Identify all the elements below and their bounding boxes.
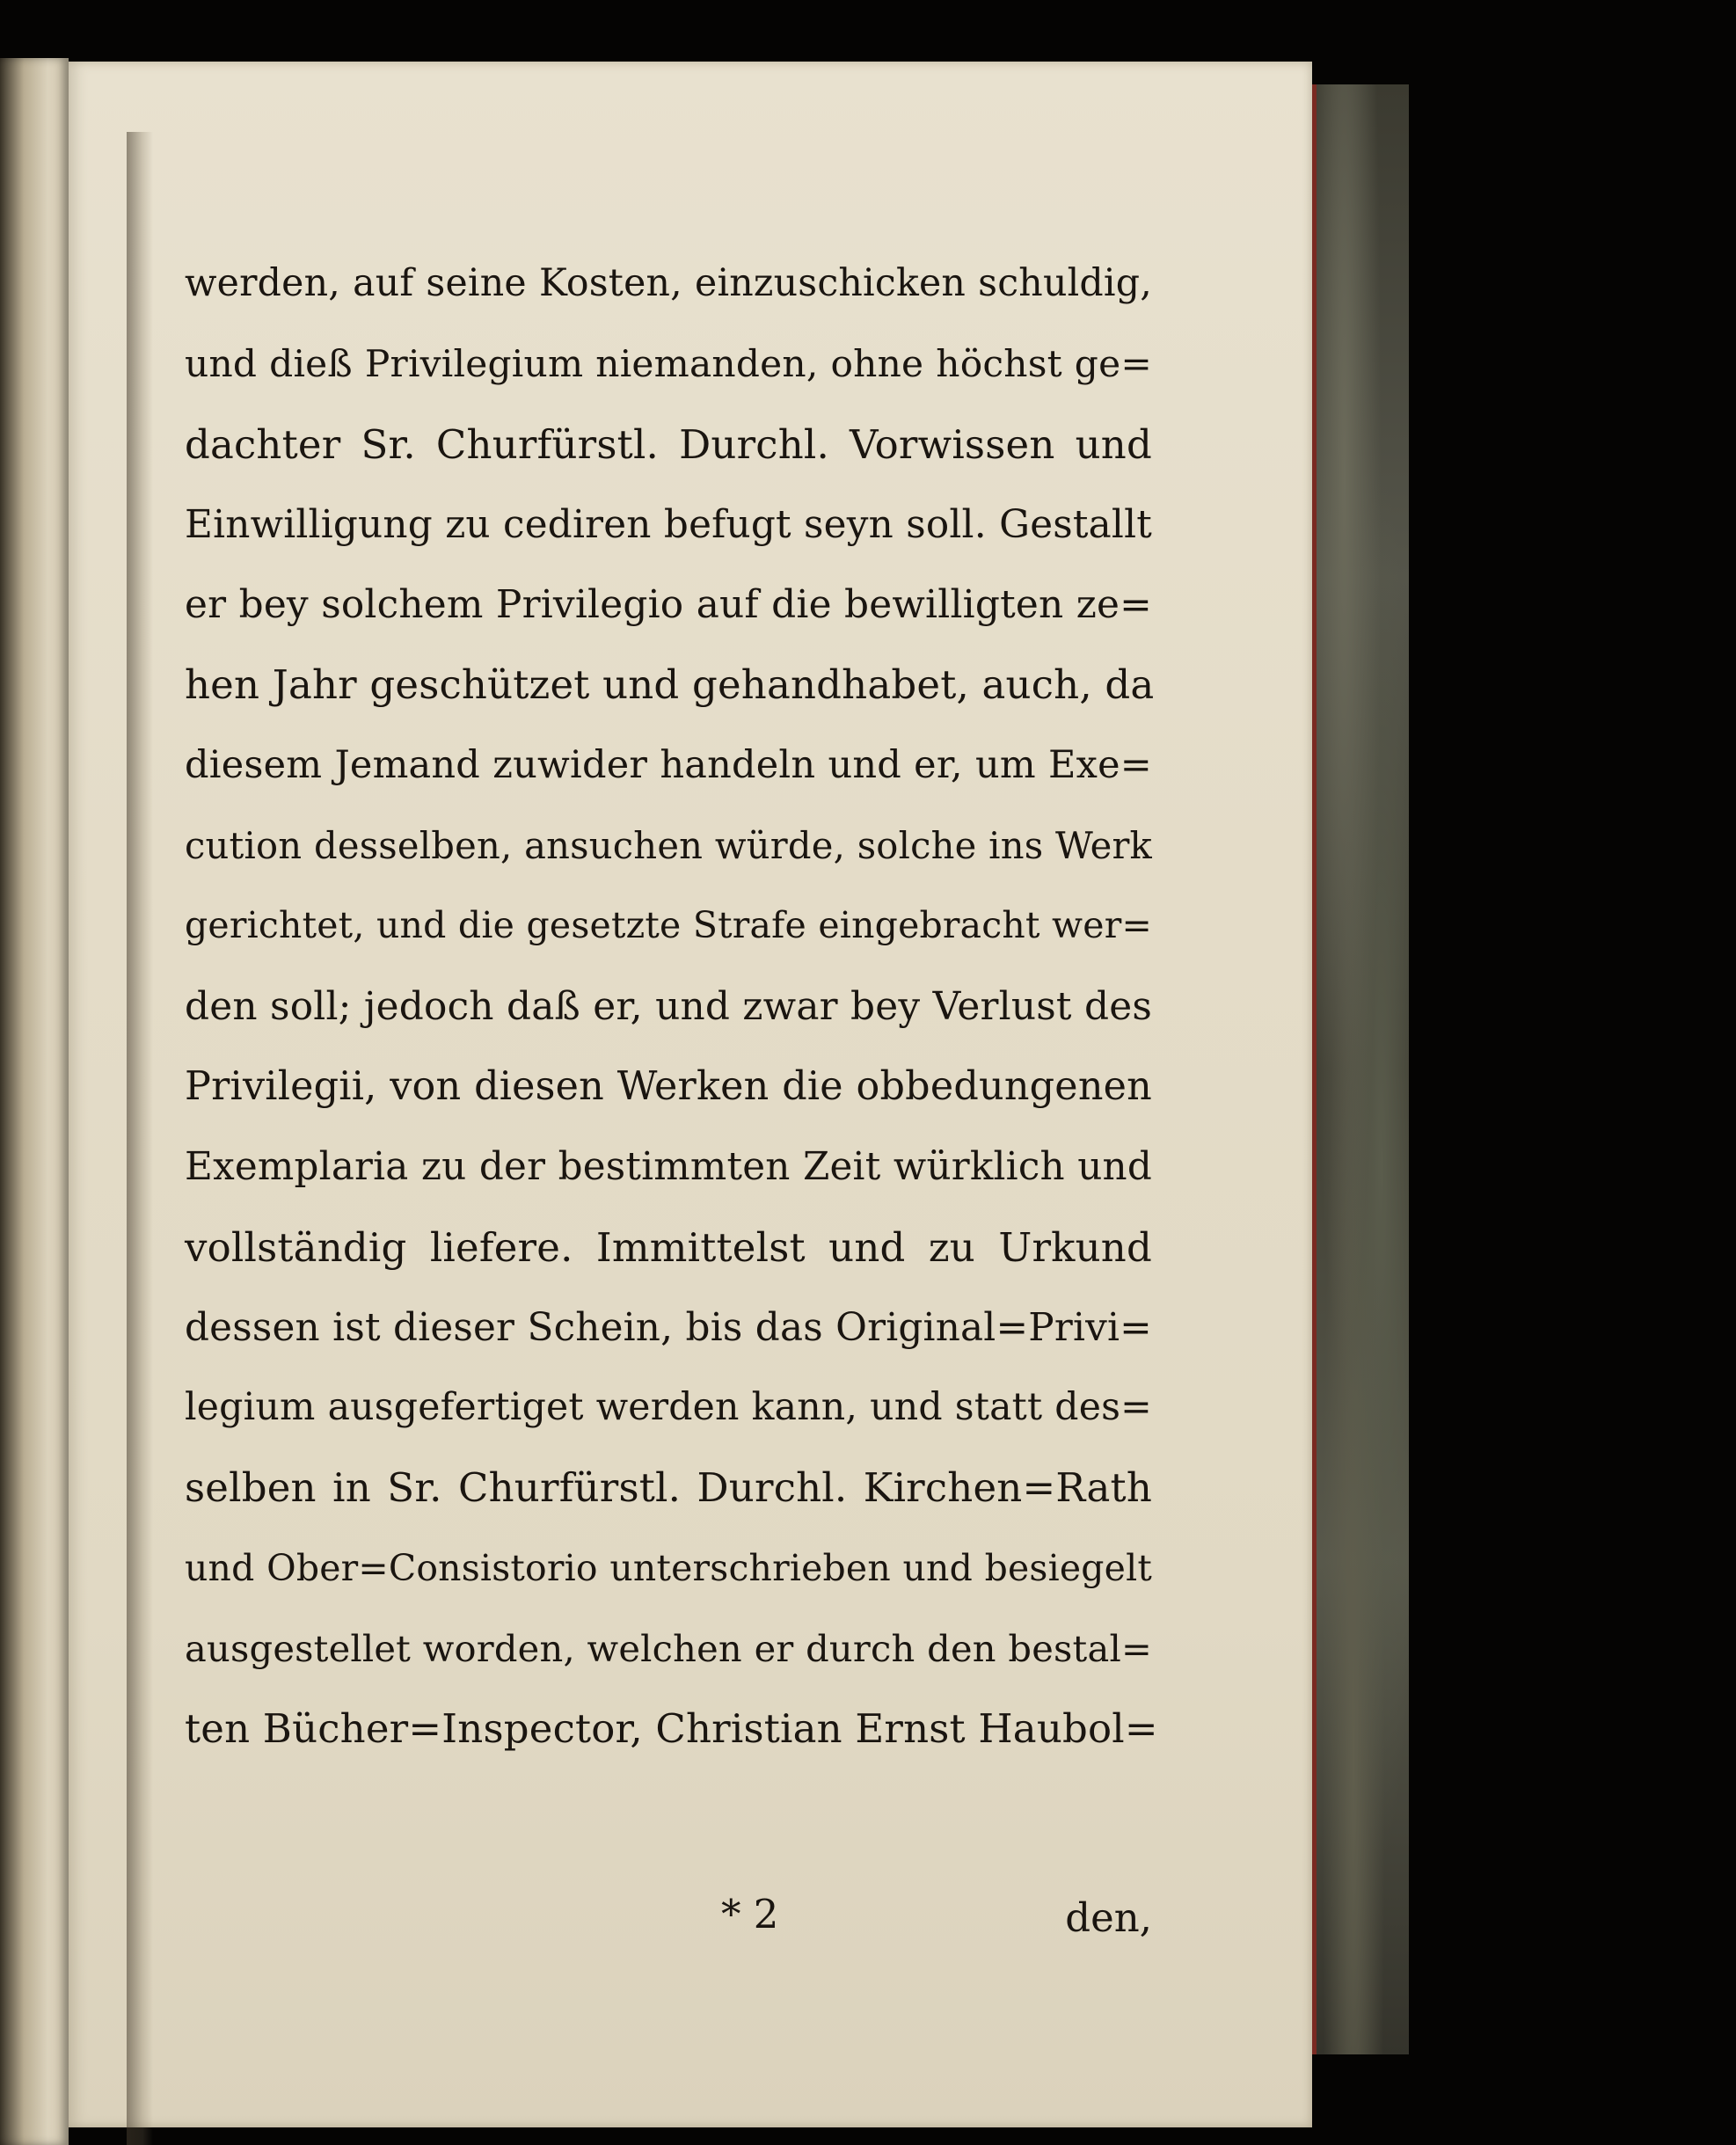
book-cover-edge xyxy=(1306,84,1409,2054)
text-line: Einwilligung zu cediren befugt seyn soll. Gestallt xyxy=(185,501,1152,547)
text-line: diesem Jemand zuwider handeln und er, um Exe= xyxy=(185,742,1152,787)
left-page-edge xyxy=(0,58,69,2145)
page xyxy=(69,62,1312,2127)
text-line: und dieß Privilegium niemanden, ohne höchst ge= xyxy=(185,342,1152,386)
signature-mark: * 2 xyxy=(721,1891,779,1937)
text-line: vollständig liefere. Immittelst und zu Urkund xyxy=(185,1223,1152,1271)
text-line: den soll; jedoch daß er, und zwar bey Verlust des xyxy=(185,983,1152,1029)
text-line: selben in Sr. Churfürstl. Durchl. Kirchen=Rath xyxy=(185,1464,1152,1512)
text-line: werden, auf seine Kosten, einzuschicken schuldig, xyxy=(185,261,1152,305)
text-line: Exemplaria zu der bestimmten Zeit würklich und xyxy=(185,1144,1152,1190)
text-line: legium ausgefertiget werden kann, und statt des= xyxy=(185,1386,1152,1430)
text-line: und Ober=Consistorio unterschrieben und besiegelt xyxy=(185,1546,1152,1589)
body-text xyxy=(185,244,1158,1769)
catchword: den, xyxy=(1065,1894,1152,1941)
text-line: gerichtet, und die gesetzte Strafe eingebracht wer= xyxy=(185,904,1152,947)
text-line: ausgestellet worden, welchen er durch den bestal= xyxy=(185,1627,1152,1671)
text-line: ten Bücher=Inspector, Christian Ernst Haubol= xyxy=(185,1705,1158,1753)
text-line: cution desselben, ansuchen würde, solche ins Werk xyxy=(185,824,1152,868)
page-gutter xyxy=(127,132,153,2145)
text-line: dachter Sr. Churfürstl. Durchl. Vorwissen und xyxy=(185,420,1152,468)
text-line: dessen ist dieser Schein, bis das Original=Privi= xyxy=(185,1304,1152,1350)
page-footer xyxy=(185,1882,1152,1961)
text-line: Privilegii, von diesen Werken die obbedungenen xyxy=(185,1063,1152,1109)
text-line: hen Jahr geschützet und gehandhabet, auch, da xyxy=(185,661,1155,709)
text-line: er bey solchem Privilegio auf die bewilligten ze= xyxy=(185,582,1152,628)
